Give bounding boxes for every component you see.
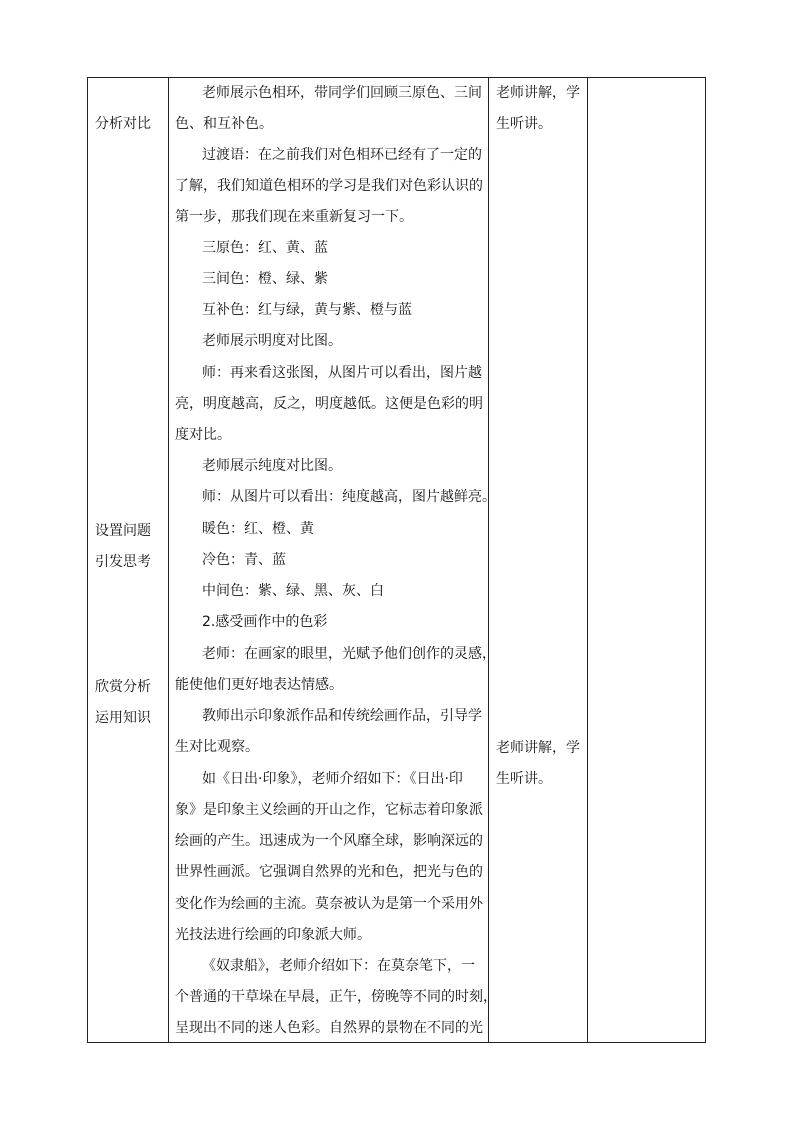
content-line: 暖色：红、橙、黄 <box>202 521 314 537</box>
content-line: 亮，明度越高，反之，明度越低。这便是色彩的明 <box>175 396 483 412</box>
content-line: 师：从图片可以看出：纯度越高，图片越鲜亮。 <box>202 489 496 505</box>
column-divider <box>587 78 588 1042</box>
content-line: 教师出示印象派作品和传统绘画作品，引导学 <box>202 708 482 724</box>
stage-label: 分析对比 <box>95 116 151 132</box>
content-line: 老师：在画家的眼里，光赋予他们创作的灵感， <box>202 646 496 662</box>
content-line: 老师展示纯度对比图。 <box>202 458 342 474</box>
content-line: 2.感受画作中的色彩 <box>202 614 328 630</box>
content-line: 老师展示明度对比图。 <box>202 333 342 349</box>
activity-text: 老师讲解，学 <box>496 85 580 101</box>
content-line: 色、和互补色。 <box>175 116 273 132</box>
content-line: 能使他们更好地表达情感。 <box>175 677 343 693</box>
content-line: 三间色：橙、绿、紫 <box>202 271 328 287</box>
content-line: 如《日出·印象》，老师介绍如下：《日出·印 <box>202 771 463 787</box>
stage-label: 引发思考 <box>95 554 151 570</box>
lesson-plan-table <box>87 77 706 1043</box>
content-line: 世界性画派。它强调自然界的光和色，把光与色的 <box>175 864 483 880</box>
content-line: 呈现出不同的迷人色彩。自然界的景物在不同的光 <box>175 1020 483 1036</box>
content-line: 度对比。 <box>175 427 231 443</box>
activity-text: 生听讲。 <box>496 116 552 132</box>
content-line: 《奴隶船》，老师介绍如下：在莫奈笔下，一 <box>202 958 475 974</box>
content-line: 个普通的干草垛在早晨，正午，傍晚等不同的时刻， <box>175 989 497 1005</box>
activity-text: 生听讲。 <box>496 771 552 787</box>
stage-label: 运用知识 <box>95 710 151 726</box>
content-line: 了解，我们知道色相环的学习是我们对色彩认识的 <box>175 178 483 194</box>
stage-label: 欣赏分析 <box>95 679 151 695</box>
content-line: 象》是印象主义绘画的开山之作，它标志着印象派 <box>175 802 483 818</box>
content-line: 光技法进行绘画的印象派大师。 <box>175 927 371 943</box>
content-line: 过渡语：在之前我们对色相环已经有了一定的 <box>202 147 482 163</box>
content-line: 绘画的产生。迅速成为一个风靡全球，影响深远的 <box>175 833 483 849</box>
content-line: 中间色：紫、绿、黑、灰、白 <box>202 583 384 599</box>
content-line: 老师展示色相环，带同学们回顾三原色、三间 <box>202 85 482 101</box>
content-line: 互补色：红与绿，黄与紫、橙与蓝 <box>202 302 412 318</box>
content-line: 第一步，那我们现在来重新复习一下。 <box>175 209 413 225</box>
column-divider <box>488 78 489 1042</box>
content-line: 三原色：红、黄、蓝 <box>202 240 328 256</box>
column-divider <box>168 78 169 1042</box>
activity-text: 老师讲解，学 <box>496 740 580 756</box>
content-line: 生对比观察。 <box>175 739 259 755</box>
content-line: 师：再来看这张图，从图片可以看出，图片越 <box>202 365 482 381</box>
stage-label: 设置问题 <box>95 523 151 539</box>
content-line: 冷色：青、蓝 <box>202 552 286 568</box>
content-line: 变化作为绘画的主流。莫奈被认为是第一个采用外 <box>175 896 483 912</box>
